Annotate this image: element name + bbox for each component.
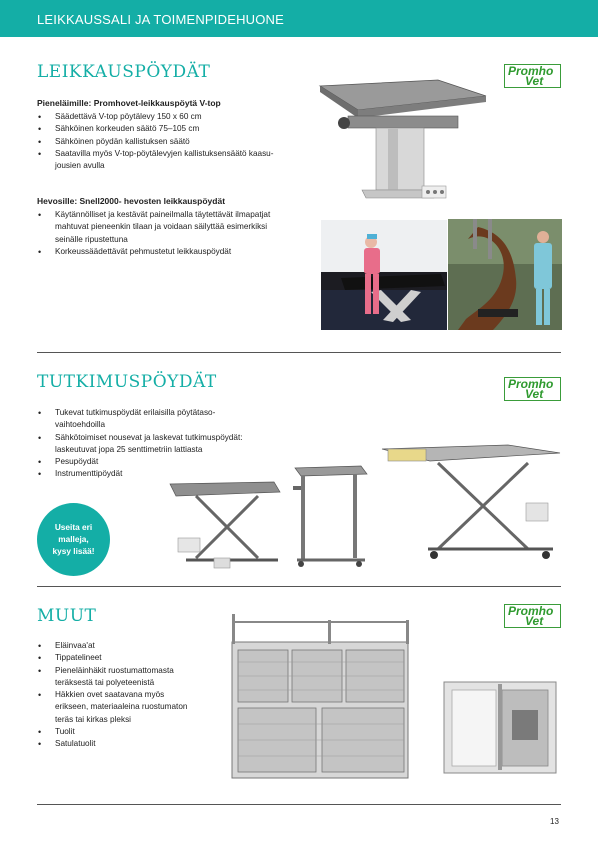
- section-divider: [37, 804, 561, 805]
- list-item: • Korkeussäädettävät pehmustetut leikkauspöydät: [37, 246, 270, 258]
- logo-line-2: Vet: [525, 74, 544, 88]
- logo-line-1: Promho: [508, 604, 554, 618]
- subheading-small-animals: Pieneläimille: Promhovet-leikkauspöytä V-top: [37, 98, 221, 108]
- list-item: • Sähköinen korkeuden säätö 75–105 cm: [37, 123, 273, 135]
- section-divider: [37, 352, 561, 353]
- page-number: 13: [550, 817, 559, 826]
- subheading-horses: Hevosille: Snell2000- hevosten leikkauspöydät: [37, 196, 226, 206]
- list-small-animals: [37, 111, 273, 172]
- list-item-continued: teräs tai kirkas pleksi: [55, 714, 131, 724]
- list-item: • Sähkötoimiset nousevat ja laskevat tutkimuspöydät:: [37, 432, 243, 444]
- list-item: • Tukevat tutkimuspöydät erilaisilla pöytätaso-: [37, 407, 243, 419]
- list-item-continued: mahtuvat pieneenkin tilaan ja voidaan säilyttää esimerkiksi: [55, 222, 268, 232]
- list-item-continued: laskeutuvat jopa 25 senttimetriin lattiasta: [55, 444, 203, 454]
- list-item: • Tuolit: [37, 726, 187, 738]
- badge-line: Useita eri: [54, 522, 93, 532]
- list-item-continued: teräksestä tai polyeteenistä: [55, 677, 155, 687]
- horse-air-mattress-photo: [321, 220, 447, 330]
- vtop-operating-table-photo: [318, 78, 488, 213]
- logo-line-2: Vet: [525, 614, 544, 628]
- header-title: LEIKKAUSSALI JA TOIMENPIDEHUONE: [37, 12, 285, 27]
- logo-line-2: Vet: [525, 387, 544, 401]
- list-item-continued: vaihtoehdoilla: [55, 420, 106, 430]
- list-item: • Sähköinen pöydän kallistuksen säätö: [37, 136, 273, 148]
- list-item: • Eläinvaa'at: [37, 640, 187, 652]
- list-item: • Käytännölliset ja kestävät paineilmalla täytettävät ilmapatjat: [37, 209, 270, 221]
- section-title-muut: MUUT: [37, 606, 97, 626]
- badge-line: kysy lisää!: [52, 546, 95, 556]
- logo-line-1: Promho: [508, 377, 554, 391]
- list-item: • Tippatelineet: [37, 652, 187, 664]
- section-title-tutkimuspoydat: TUTKIMUSPÖYDÄT: [37, 372, 217, 392]
- list-item: • Pesupöydät: [37, 456, 243, 468]
- list-item: • Pieneläinhäkit ruostumattomasta: [37, 665, 187, 677]
- list-item: • Satulatuolit: [37, 738, 187, 750]
- list-item: • Saatavilla myös V-top-pöytälevyjen kallistuksensäätö kaasu-: [37, 148, 273, 160]
- examination-table-photo: [166, 478, 284, 570]
- horse-surgery-photo: [448, 219, 562, 330]
- kennel-cages-photo: [230, 612, 411, 780]
- section-divider: [37, 586, 561, 587]
- list-horses: [37, 209, 270, 258]
- badge-line: malleja,: [58, 534, 89, 544]
- wash-table-photo: [378, 443, 563, 574]
- promhovet-logo: [504, 604, 561, 628]
- list-examination-tables: [37, 407, 243, 481]
- list-item-continued: erikseen, materiaaleina ruostumaton: [55, 702, 188, 712]
- header-band: [0, 0, 598, 37]
- polyethylene-cage-photo: [442, 680, 558, 775]
- instrument-table-photo: [291, 464, 371, 574]
- list-item: • Säädettävä V-top pöytälevy 150 x 60 cm: [37, 111, 273, 123]
- section-title-leikkauspoydat: LEIKKAUSPÖYDÄT: [37, 62, 211, 82]
- list-item: • Häkkien ovet saatavana myös: [37, 689, 187, 701]
- more-models-badge: [37, 503, 110, 576]
- list-other-products: [37, 640, 187, 751]
- list-item-continued: jousien avulla: [55, 161, 105, 171]
- list-item: • Instrumenttipöydät: [37, 468, 243, 480]
- promhovet-logo: [504, 377, 561, 401]
- promhovet-logo: [504, 64, 561, 88]
- logo-line-1: Promho: [508, 64, 554, 78]
- list-item-continued: seinälle ripustettuna: [55, 234, 128, 244]
